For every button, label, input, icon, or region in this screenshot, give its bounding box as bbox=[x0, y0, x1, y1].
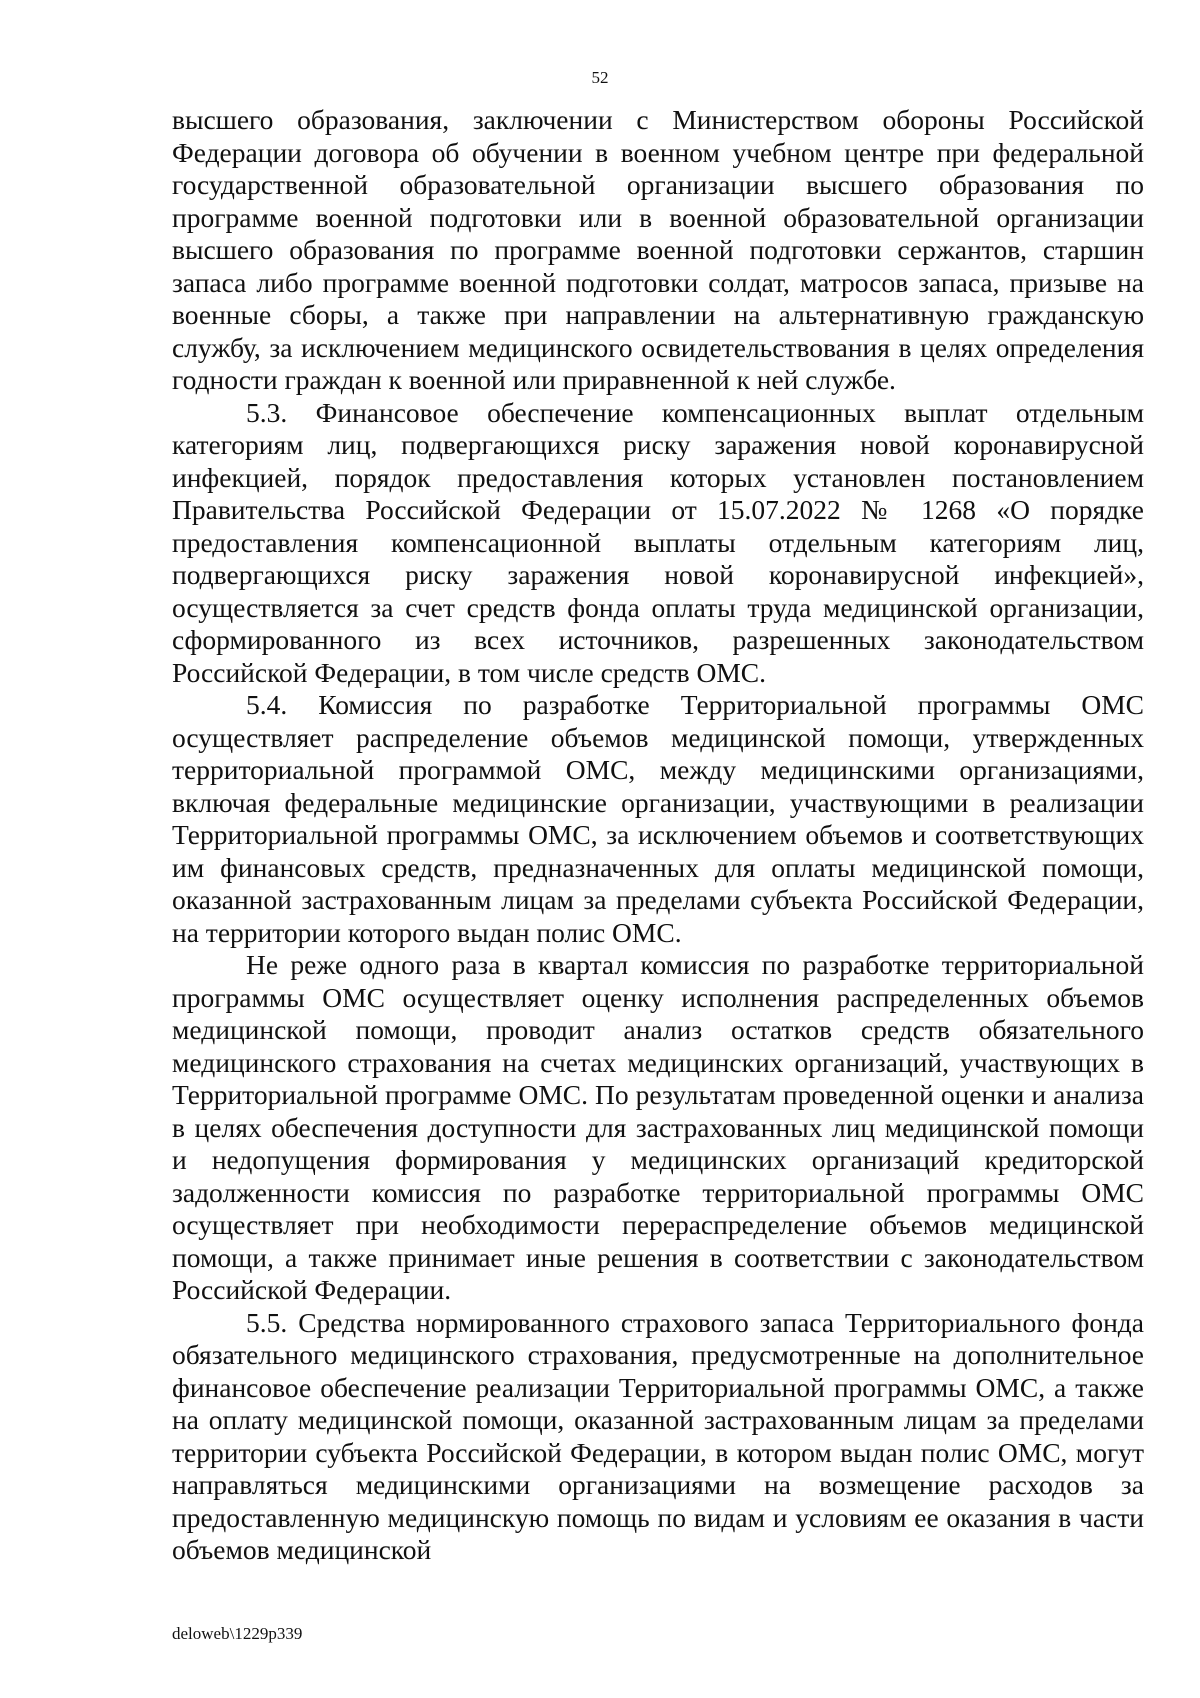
page-number: 52 bbox=[591, 68, 609, 87]
paragraph-quarterly-review: Не реже одного раза в квартал комиссия по разработке территориальной программы ОМС осуществляет оценку исполнения распределенных объемов медицинской помощи, проводит анализ остатков средств обязательного медицинского страхования на счетах медицинских организаций, участвующих в Территориальной программе ОМС. По результатам проведенной оценки и анализа в целях обеспечения доступности для застрахованных лиц медицинской помощи и недопущения формирования у медицинских организаций кредиторской задолженности комиссия по разработке территориальной программы ОМС осуществляет при необходимости перераспределение объемов медицинской помощи, а также принимает иные решения в соответствии с законодательством Российской Федерации. bbox=[172, 949, 1144, 1305]
paragraph-5-3: 5.3. Финансовое обеспечение компенсационных выплат отдельным категориям лиц, подвергающихся риску заражения новой коронавирусной инфекцией, порядок предоставления которых установлен постановлением Правительства Российской Федерации от 15.07.2022 № 1268 «О порядке предоставления компенсационной выплаты отдельным категориям лиц, подвергающихся риску заражения новой коронавирусной инфекцией», осуществляется за счет средств фонда оплаты труда медицинской организации, сформированного из всех источников, разрешенных законодательством Российской Федерации, в том числе средств ОМС. bbox=[172, 396, 1144, 688]
paragraph-continuation: высшего образования, заключении с Министерством обороны Российской Федерации договора об обучении в военном учебном центре при федеральной государственной образовательной организации высшего образования по программе военной подготовки или в военной образовательной организации высшего образования по программе военной подготовки сержантов, старшин запаса либо программе военной подготовки солдат, матросов запаса, призыве на военные сборы, а также при направлении на альтернативную гражданскую службу, за исключением медицинского освидетельствования в целях определения годности граждан к военной или приравненной к ней службе. bbox=[172, 104, 1144, 395]
footer-document-code: deloweb\1229p339 bbox=[172, 1624, 303, 1643]
paragraph-5-5: 5.5. Средства нормированного страхового запаса Территориального фонда обязательного медицинского страхования, предусмотренные на дополнительное финансовое обеспечение реализации Территориальной программы ОМС, а также на оплату медицинской помощи, оказанной застрахованным лицам за пределами территории субъекта Российской Федерации, в котором выдан полис ОМС, могут направляться медицинскими организациями на возмещение расходов за предоставленную медицинскую помощь по видам и условиям ее оказания в части объемов медицинской bbox=[172, 1306, 1144, 1565]
paragraph-5-4: 5.4. Комиссия по разработке Территориальной программы ОМС осуществляет распределение объемов медицинской помощи, утвержденных территориальной программой ОМС, между медицинскими организациями, включая федеральные медицинские организации, участвующими в реализации Территориальной программы ОМС, за исключением объемов и соответствующих им финансовых средств, предназначенных для оплаты медицинской помощи, оказанной застрахованным лицам за пределами субъекта Российской Федерации, на территории которого выдан полис ОМС. bbox=[172, 689, 1144, 948]
document-body bbox=[172, 104, 1144, 1567]
